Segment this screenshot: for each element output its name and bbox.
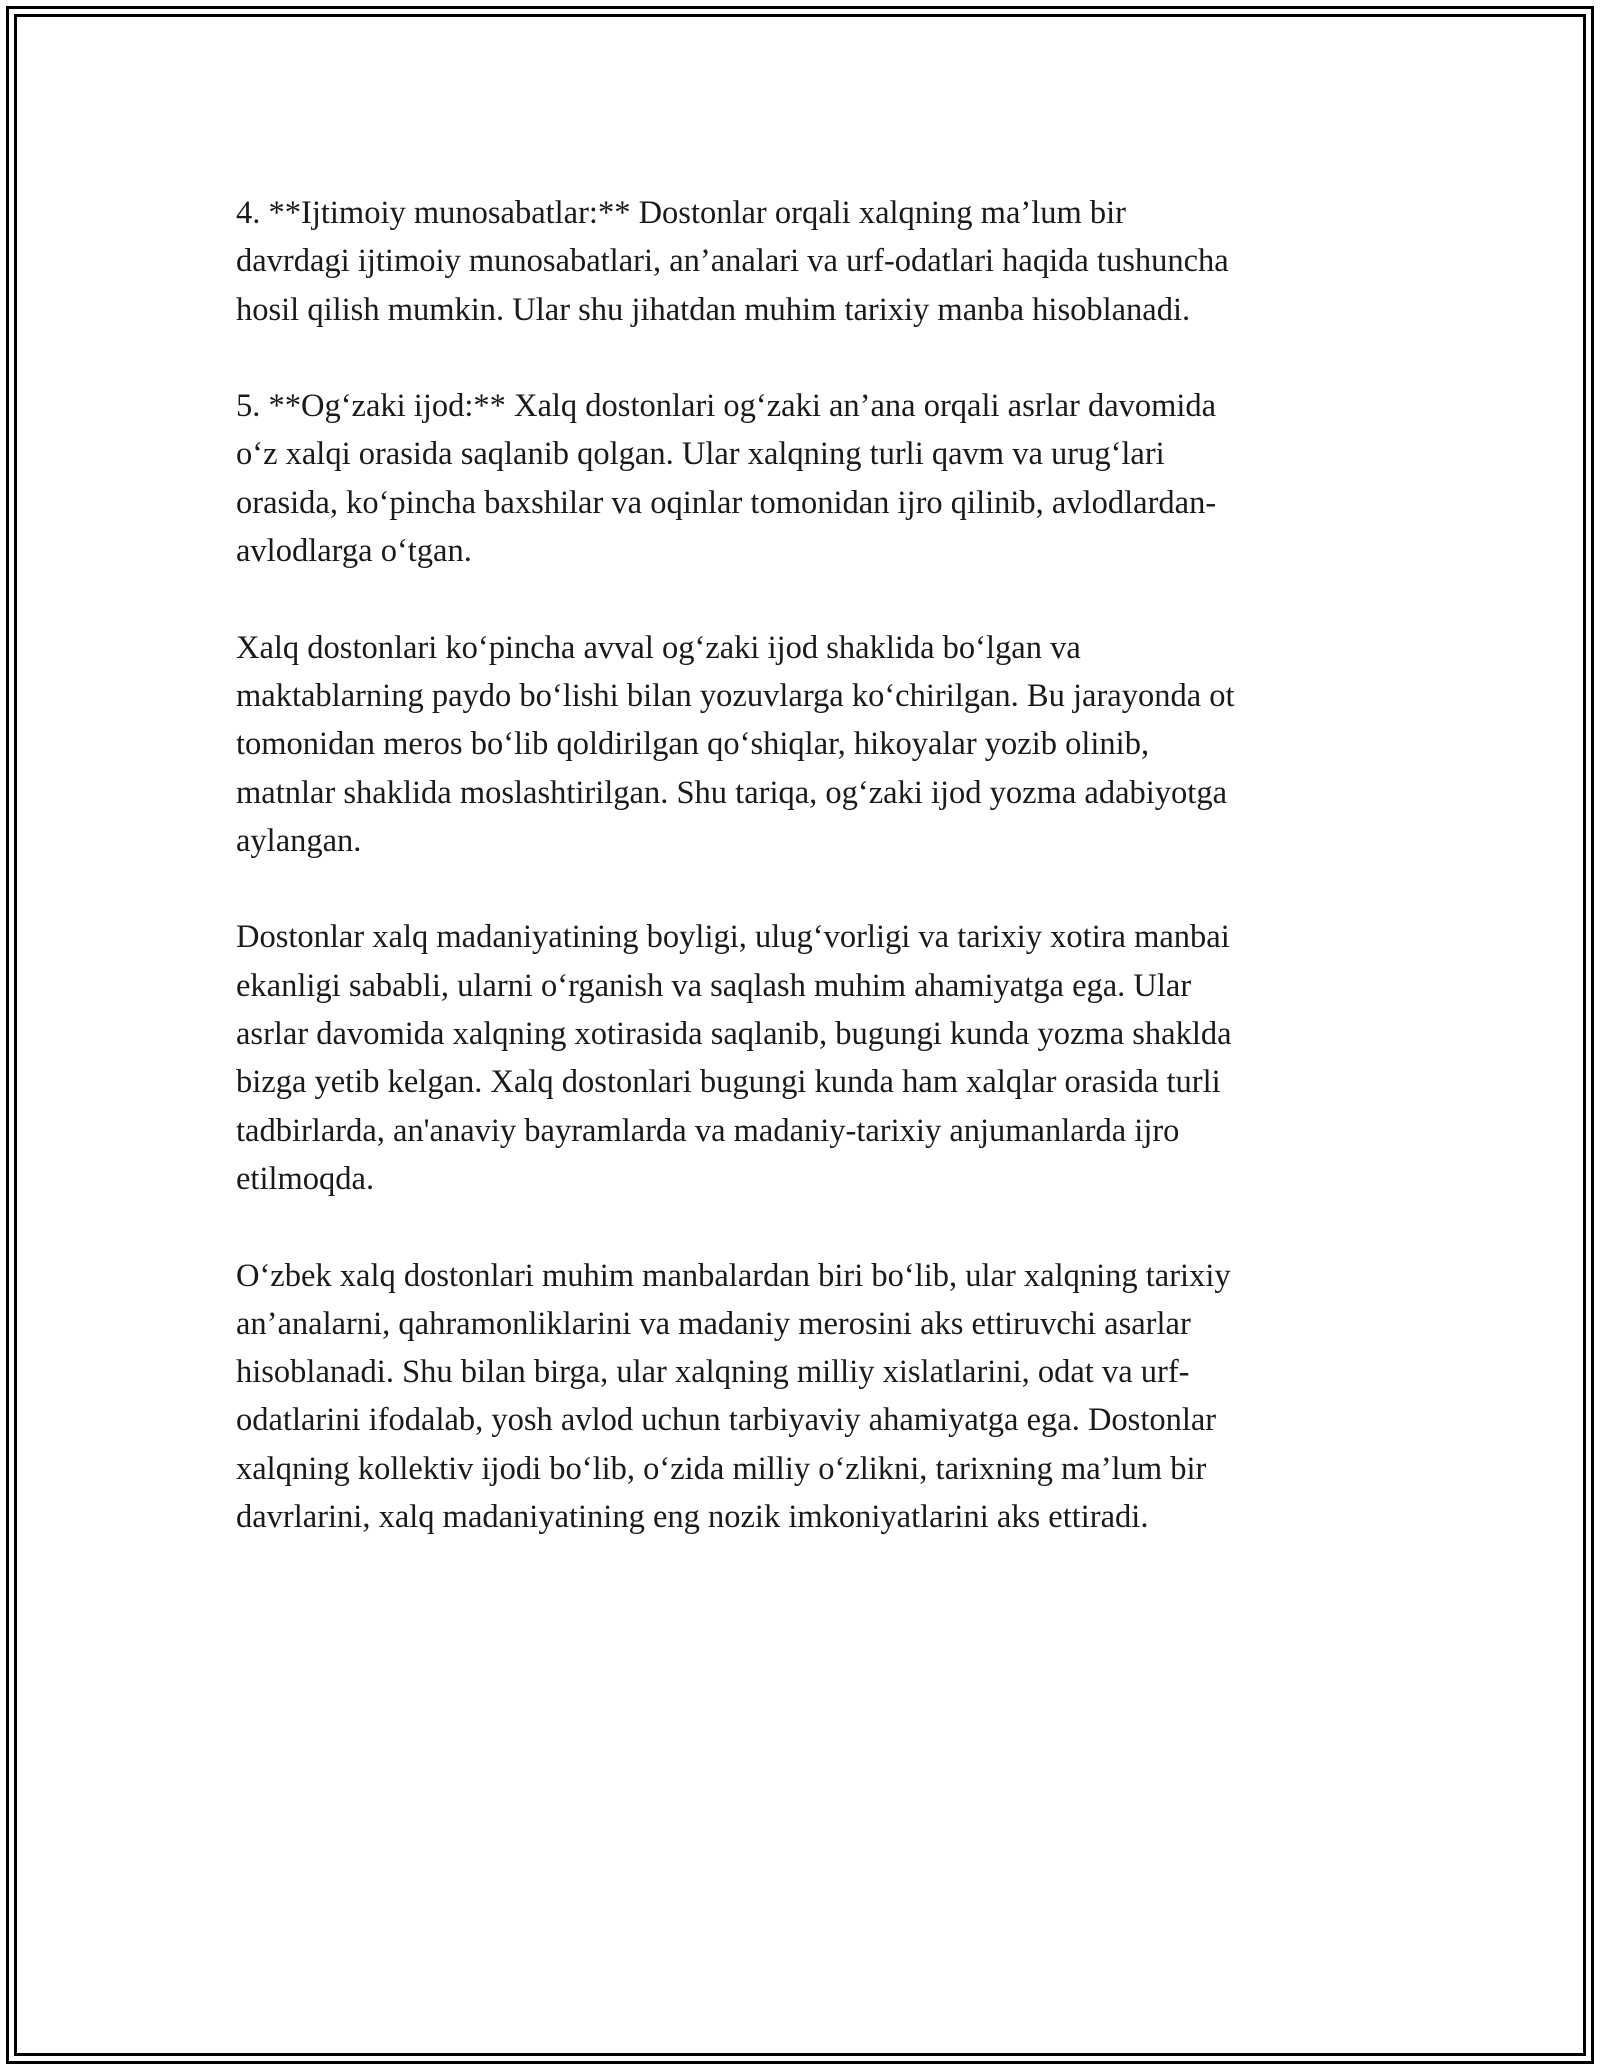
text-line: tadbirlarda, an'anaviy bayramlarda va madaniy-tarixiy anjumanlarda ijro: [236, 1112, 1180, 1149]
text-line: etilmoqda.: [236, 1160, 375, 1197]
text-line: matnlar shaklida moslashtirilgan. Shu tariqa, og‘zaki ijod yozma adabiyotga: [236, 774, 1227, 811]
text-line: bizga yetib kelgan. Xalq dostonlari bugungi kunda ham xalqlar orasida turli: [236, 1064, 1221, 1101]
paragraph-oral-tradition: [236, 382, 1376, 575]
text-line: aylangan.: [236, 822, 362, 859]
text-line: avlodlarga o‘tgan.: [236, 533, 472, 570]
text-line: o‘z xalqi orasida saqlanib qolgan. Ular xalqning turli qavm va urug‘lari: [236, 436, 1165, 473]
paragraph-social-relations: [236, 189, 1376, 334]
text-line: hisoblanadi. Shu bilan birga, ular xalqning milliy xislatlarini, odat va urf-: [236, 1354, 1190, 1391]
text-line: O‘zbek xalq dostonlari muhim manbalardan biri bo‘lib, ular xalqning tarixiy: [236, 1257, 1231, 1294]
text-line: davrdagi ijtimoiy munosabatlari, an’analari va urf-odatlari haqida tushuncha: [236, 243, 1229, 280]
text-line: tomonidan meros bo‘lib qoldirilgan qo‘shiqlar, hikoyalar yozib olinib,: [236, 726, 1150, 763]
text-line: hosil qilish mumkin. Ular shu jihatdan muhim tarixiy manba hisoblanadi.: [236, 291, 1191, 328]
text-line: ekanligi sababli, ularni o‘rganish va saqlash muhim ahamiyatga ega. Ular: [236, 967, 1192, 1004]
text-line: odatlarini ifodalab, yosh avlod uchun tarbiyaviy ahamiyatga ega. Dostonlar: [236, 1402, 1217, 1439]
text-line: orasida, ko‘pincha baxshilar va oqinlar tomonidan ijro qilinib, avlodlardan-: [236, 484, 1217, 521]
text-line: 5. **Og‘zaki ijod:** Xalq dostonlari og‘zaki an’ana orqali asrlar davomida: [236, 388, 1217, 425]
text-line: davrlarini, xalq madaniyatining eng nozik imkoniyatlarini aks ettiradi.: [236, 1499, 1149, 1536]
paragraph-uzbek-epics: [236, 1252, 1376, 1542]
paragraph-written-transition: [236, 624, 1376, 865]
document-body: [236, 189, 1376, 1590]
text-line: Xalq dostonlari ko‘pincha avval og‘zaki ijod shaklida bo‘lgan va: [236, 629, 1081, 666]
text-line: asrlar davomida xalqning xotirasida saqlanib, bugungi kunda yozma shaklda: [236, 1016, 1232, 1053]
text-line: xalqning kollektiv ijodi bo‘lib, o‘zida milliy o‘zlikni, tarixning ma’lum bir: [236, 1450, 1207, 1487]
text-line: an’analarni, qahramonliklarini va madaniy merosini aks ettiruvchi asarlar: [236, 1305, 1191, 1342]
paragraph-cultural-heritage: [236, 913, 1376, 1203]
text-line: Dostonlar xalq madaniyatining boyligi, ulug‘vorligi va tarixiy xotira manbai: [236, 919, 1230, 956]
text-line: 4. **Ijtimoiy munosabatlar:** Dostonlar orqali xalqning ma’lum bir: [236, 195, 1126, 231]
text-line: maktablarning paydo bo‘lishi bilan yozuvlarga ko‘chirilgan. Bu jarayonda ot: [236, 677, 1235, 714]
